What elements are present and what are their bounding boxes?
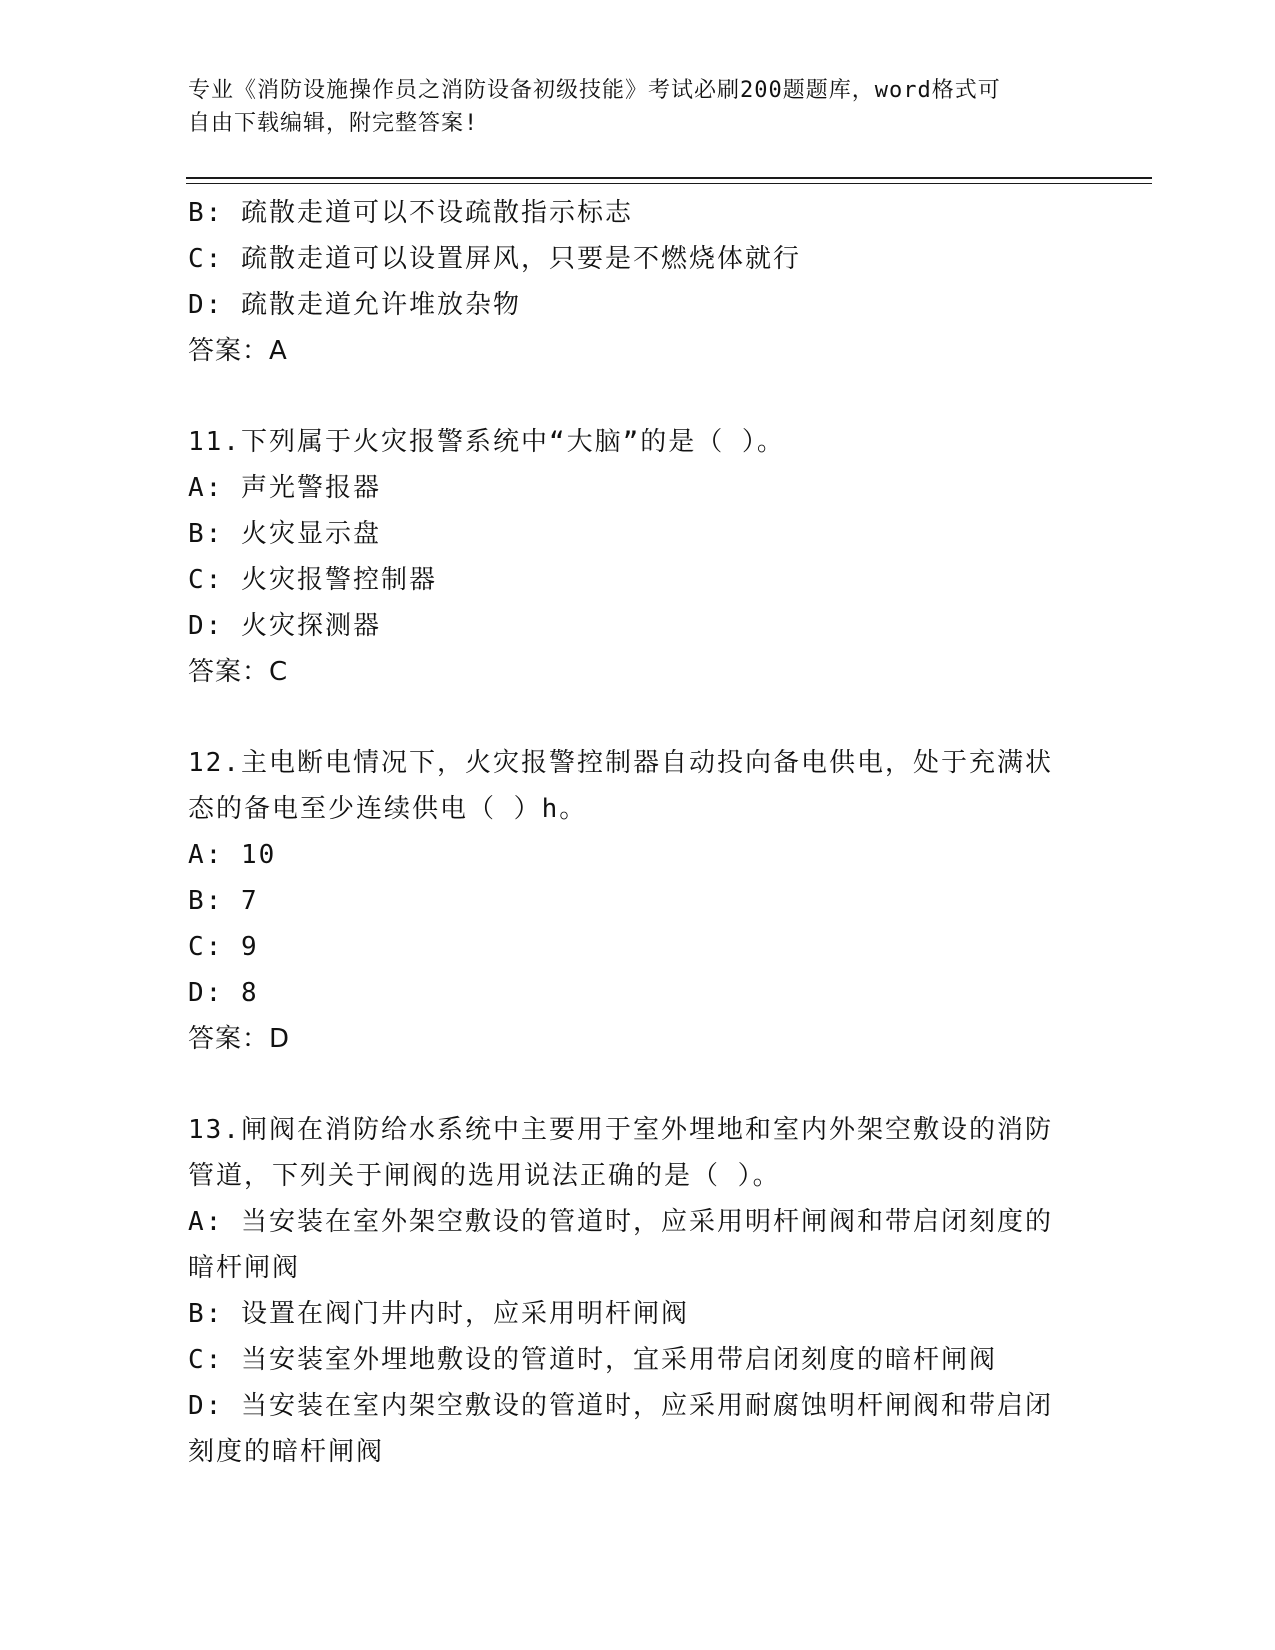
- header-line-2: 自由下载编辑，附完整答案!: [188, 111, 479, 136]
- option-c: C: 9: [188, 932, 259, 962]
- spacer: [188, 1062, 1088, 1107]
- option-b: B: 设置在阀门井内时，应采用明杆闸阀: [188, 1299, 689, 1329]
- header-divider-thick: [186, 177, 1152, 179]
- question-stem: 11.下列属于火灾报警系统中“大脑”的是（ ）。: [188, 427, 785, 457]
- question-stem-line-1: 12.主电断电情况下，火灾报警控制器自动投向备电供电，处于充满状: [188, 748, 1053, 778]
- question-11: [188, 419, 1088, 695]
- question-stem-line-2: 态的备电至少连续供电（ ）h。: [188, 794, 588, 824]
- header-divider-thin: [186, 183, 1152, 184]
- question-12: [188, 740, 1088, 1062]
- option-c: C: 当安装室外埋地敷设的管道时，宜采用带启闭刻度的暗杆闸阀: [188, 1345, 997, 1375]
- option-a-line-2: 暗杆闸阀: [188, 1253, 301, 1283]
- answer-label: 答案：C: [188, 657, 289, 687]
- question-stem-line-1: 13.闸阀在消防给水系统中主要用于室外埋地和室内外架空敷设的消防: [188, 1115, 1053, 1145]
- option-b: B: 火灾显示盘: [188, 519, 381, 549]
- option-c: C: 疏散走道可以设置屏风，只要是不燃烧体就行: [188, 244, 801, 274]
- option-b: B: 疏散走道可以不设疏散指示标志: [188, 198, 633, 228]
- option-a: A: 10: [188, 840, 277, 870]
- spacer: [188, 374, 1088, 419]
- option-a-line-1: A: 当安装在室外架空敷设的管道时，应采用明杆闸阀和带启闭刻度的: [188, 1207, 1053, 1237]
- option-d-line-1: D: 当安装在室内架空敷设的管道时，应采用耐腐蚀明杆闸阀和带启闭: [188, 1391, 1053, 1421]
- option-d-line-2: 刻度的暗杆闸阀: [188, 1437, 385, 1467]
- question-stem-line-2: 管道，下列关于闸阀的选用说法正确的是（ ）。: [188, 1161, 781, 1191]
- option-c: C: 火灾报警控制器: [188, 565, 437, 595]
- option-d: D: 疏散走道允许堆放杂物: [188, 290, 521, 320]
- spacer: [188, 695, 1088, 740]
- question-list: [188, 190, 1088, 1475]
- answer-label: 答案：A: [188, 336, 288, 366]
- option-b: B: 7: [188, 886, 259, 916]
- header-line-1: 专业《消防设施操作员之消防设备初级技能》考试必刷200题题库，word格式可: [188, 78, 1001, 103]
- question-13: [188, 1107, 1088, 1475]
- answer-label: 答案：D: [188, 1024, 291, 1054]
- previous-question-block: [188, 190, 1088, 374]
- option-d: D: 火灾探测器: [188, 611, 381, 641]
- document-header: [188, 74, 1068, 140]
- option-a: A: 声光警报器: [188, 473, 381, 503]
- option-d: D: 8: [188, 978, 259, 1008]
